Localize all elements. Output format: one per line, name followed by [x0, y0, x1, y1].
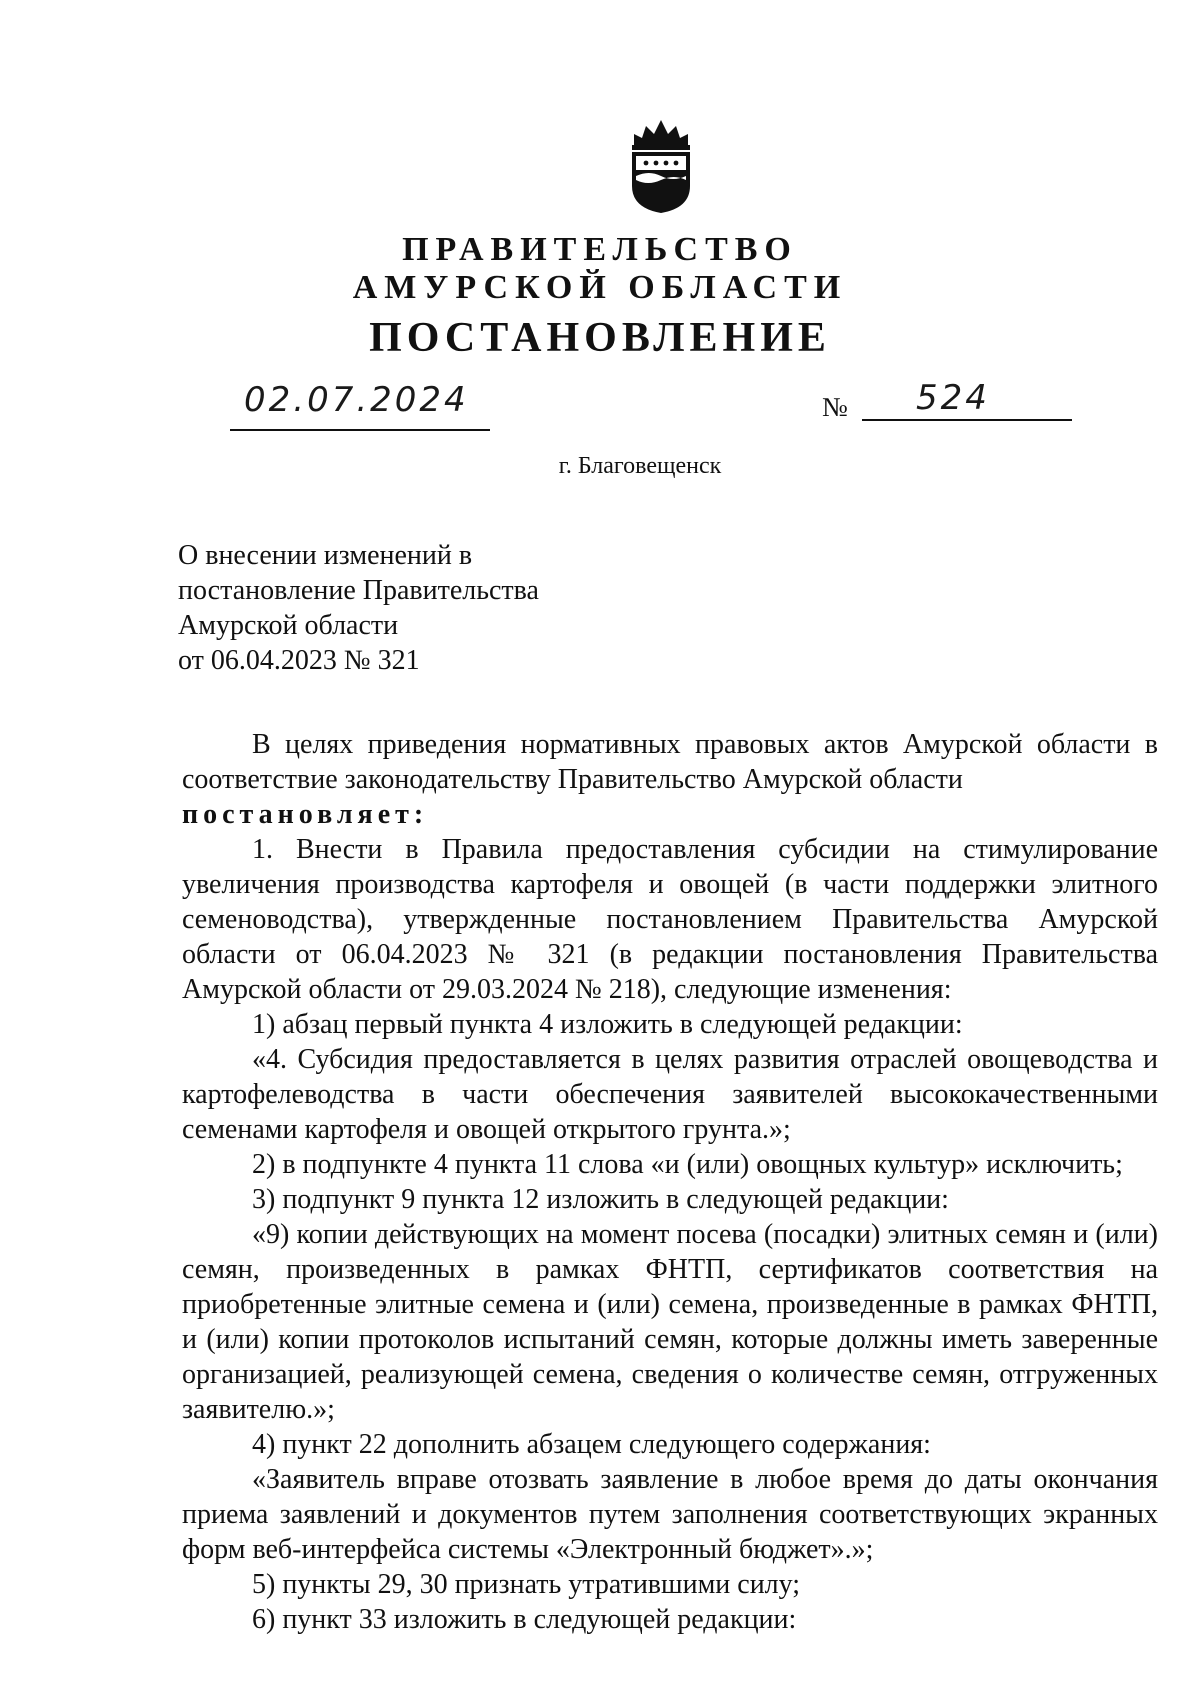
body-paragraph: «9) копии действующих на момент посева (посадки) элитных семян и (или) семян, произведенных в рамках ФНТП, сертификатов соответствия на приобретенные элитные семена и (или) семена, произведенные в рамках ФНТП, и (или) копии протоколов испытаний семян, которые должны иметь заверенные организацией, реализующей семена, сведения о количестве семян, отгруженных заявителю.»; — [182, 1219, 1158, 1425]
number-underline — [862, 419, 1072, 421]
body-paragraph: 5) пункты 29, 30 признать утратившими силу; — [252, 1569, 801, 1600]
body-paragraph: 2) в подпункте 4 пункта 11 слова «и (или) овощных культур» исключить; — [252, 1149, 1123, 1180]
document-subject — [178, 538, 678, 678]
subject-line: постановление Правительства — [178, 575, 539, 606]
subject-line: О внесении изменений в — [178, 540, 473, 571]
document-body — [182, 727, 1158, 1637]
city-line: г. Благовещенск — [558, 453, 722, 479]
amur-coat-of-arms-icon — [624, 118, 698, 214]
org-name-line1: ПРАВИТЕЛЬСТВО — [402, 231, 798, 268]
body-paragraph: 6) пункт 33 изложить в следующей редакции: — [252, 1604, 797, 1635]
org-name-line2: АМУРСКОЙ ОБЛАСТИ — [352, 269, 848, 306]
body-paragraph: 3) подпункт 9 пункта 12 изложить в следующей редакции: — [252, 1184, 949, 1215]
subject-line: от 06.04.2023 № 321 — [178, 645, 420, 676]
body-paragraph: 1) абзац первый пункта 4 изложить в следующей редакции: — [252, 1009, 963, 1040]
preamble-paragraph: В целях приведения нормативных правовых актов Амурской области в соответствие законодательству Правительство Амурской области — [182, 729, 1158, 795]
body-paragraph: «4. Субсидия предоставляется в целях развития отраслей овощеводства и картофелеводства в части обеспечения заявителей высококачественными семенами картофеля и овощей открытого грунта.»; — [182, 1044, 1158, 1145]
document-type-title: ПОСТАНОВЛЕНИЕ — [369, 315, 831, 361]
subject-line: Амурской области — [178, 610, 399, 641]
body-paragraph: 4) пункт 22 дополнить абзацем следующего содержания: — [252, 1429, 931, 1460]
date-underline — [230, 429, 490, 431]
decree-word: постановляет: — [182, 799, 429, 830]
document-date-handwritten: 02.07.2024 — [244, 380, 469, 420]
body-paragraph: 1. Внести в Правила предоставления субсидии на стимулирование увеличения производства картофеля и овощей (в части поддержки элитного семеноводства), утвержденные постановлением Правительства Амурской области от 06.04.2023 № 321 (в редакции постановления Правительства Амурской области от 29.03.2024 № 218), следующие изменения: — [182, 834, 1158, 1005]
number-sign: № — [822, 392, 848, 422]
body-paragraph: «Заявитель вправе отозвать заявление в любое время до даты окончания приема заявлений и документов путем заполнения соответствующих экранных форм веб-интерфейса системы «Электронный бюджет».»; — [182, 1464, 1158, 1565]
document-number-handwritten: 524 — [916, 378, 990, 418]
